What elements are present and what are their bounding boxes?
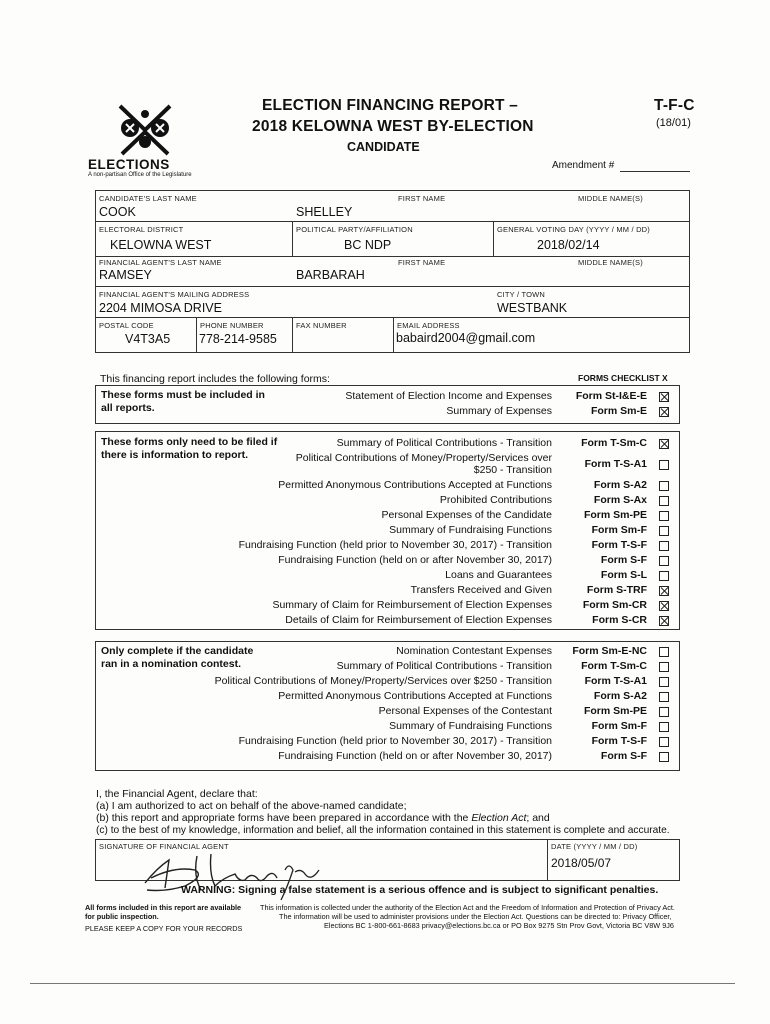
form-row-description: [200, 437, 552, 452]
form-code-label: Form T-S-A1: [584, 675, 647, 687]
form-checkbox[interactable]: [659, 647, 669, 657]
form-desc: Permitted Anonymous Contributions Accepted at Functions: [278, 479, 552, 491]
form-desc: Personal Expenses of the Candidate: [381, 509, 552, 521]
report-title-line2: 2018 KELOWNA WEST BY-ELECTION: [252, 118, 534, 135]
form-desc: Details of Claim for Reimbursement of Election Expenses: [285, 614, 552, 626]
form-row-description: [200, 539, 552, 554]
form-code-label: Form T-Sm-C: [581, 660, 647, 672]
forms-intro: This financing report includes the following forms:: [100, 373, 330, 385]
form-code: T-F-C: [654, 97, 695, 114]
form-row-description: [200, 705, 552, 720]
form-row-description: [200, 735, 552, 750]
form-desc: Fundraising Function (held on or after November 30, 2017): [278, 554, 552, 566]
form-checkbox[interactable]: [659, 460, 669, 470]
form-checkbox[interactable]: [659, 707, 669, 717]
form-code-label: Form S-Ax: [593, 494, 647, 506]
agent-city[interactable]: WESTBANK: [497, 301, 568, 315]
form-code-label: Form Sm-PE: [583, 509, 647, 521]
form-desc: Political Contributions of Money/Property/Services over: [295, 452, 552, 464]
form-desc: Personal Expenses of the Contestant: [378, 705, 552, 717]
declaration-a: (a) I am authorized to act on behalf of the above-named candidate;: [96, 800, 407, 812]
agent-middle-name-label: MIDDLE NAME(S): [578, 258, 643, 267]
form-desc: Summary of Fundraising Functions: [389, 524, 552, 536]
form-row-description: [200, 509, 552, 524]
form-checkbox[interactable]: [659, 586, 669, 596]
form-code-label: Form Sm-PE: [583, 705, 647, 717]
form-version: (18/01): [656, 117, 691, 129]
phone-label: PHONE NUMBER: [200, 321, 264, 330]
section-optional-note: These forms only need to be filed if there is information to report.: [101, 436, 278, 461]
form-checkbox[interactable]: [659, 601, 669, 611]
amendment-field[interactable]: [620, 171, 690, 172]
declaration-b: (b) this report and appropriate forms have been prepared in accordance with the Election Act; and: [96, 812, 550, 824]
org-name: ELECTIONS: [88, 157, 170, 172]
party-label: POLITICAL PARTY/AFFILIATION: [296, 225, 413, 234]
form-checkbox[interactable]: [659, 511, 669, 521]
page-bottom-rule: [30, 983, 735, 984]
form-desc: Transfers Received and Given: [410, 584, 552, 596]
form-row-description: [200, 614, 552, 629]
report-title-line1: ELECTION FINANCING REPORT –: [262, 97, 518, 114]
form-row-description: [200, 690, 552, 705]
form-code-label: Form T-S-F: [591, 735, 647, 747]
form-desc: Summary of Political Contributions - Transition: [336, 660, 552, 672]
form-code-label: Form S-L: [600, 569, 647, 581]
footer-right-1: This information is collected under the authority of the Election Act and the Freedom of Information and Protection of Privacy Act.: [260, 903, 675, 912]
form-checkbox[interactable]: [659, 692, 669, 702]
form-row-description: [200, 524, 552, 539]
signature-label: SIGNATURE OF FINANCIAL AGENT: [99, 842, 229, 851]
agent-city-label: CITY / TOWN: [497, 290, 546, 299]
form-row-description: [200, 494, 552, 509]
form-checkbox[interactable]: [659, 571, 669, 581]
candidate-last-name-label: CANDIDATE'S LAST NAME: [99, 194, 197, 203]
form-desc: Political Contributions of Money/Property/Services over $250 - Transition: [214, 675, 552, 687]
form-code-label: Form S-F: [600, 554, 647, 566]
form-code-label: Form St-I&E-E: [575, 390, 647, 402]
agent-first-name[interactable]: BARBARAH: [296, 268, 365, 282]
agent-last-name-label: FINANCIAL AGENT'S LAST NAME: [99, 258, 222, 267]
form-row-description: [200, 584, 552, 599]
section-required-note: These forms must be included in all reports.: [101, 389, 265, 414]
candidate-first-name[interactable]: SHELLEY: [296, 205, 353, 219]
form-row-description: [200, 720, 552, 735]
form-desc: Summary of Claim for Reimbursement of Election Expenses: [272, 599, 552, 611]
form-code-label: Form T-S-F: [591, 539, 647, 551]
form-checkbox[interactable]: [659, 752, 669, 762]
form-checkbox[interactable]: [659, 392, 669, 402]
form-row-description: [200, 645, 552, 660]
form-desc: Fundraising Function (held on or after November 30, 2017): [278, 750, 552, 762]
form-code-label: Form T-Sm-C: [581, 437, 647, 449]
form-checkbox[interactable]: [659, 496, 669, 506]
agent-address-label: FINANCIAL AGENT'S MAILING ADDRESS: [99, 290, 250, 299]
warning-text: WARNING: Signing a false statement is a serious offence and is subject to significant penalties.: [181, 884, 659, 896]
forms-checklist-label: FORMS CHECKLIST X: [578, 373, 668, 383]
form-checkbox[interactable]: [659, 556, 669, 566]
form-desc: Permitted Anonymous Contributions Accepted at Functions: [278, 690, 552, 702]
footer-left-1: All forms included in this report are available: [85, 903, 242, 912]
form-row-description: [200, 750, 552, 765]
date-label: DATE (YYYY / MM / DD): [551, 842, 638, 851]
section-nomination-note: Only complete if the candidate ran in a nomination contest.: [101, 645, 254, 670]
form-code-label: Form S-A2: [593, 690, 647, 702]
form-code-label: Form S-TRF: [586, 584, 647, 596]
form-code-label: Form Sm-E: [590, 405, 647, 417]
form-code-label: Form Sm-CR: [582, 599, 647, 611]
electoral-district-label: ELECTORAL DISTRICT: [99, 225, 184, 234]
candidate-last-name[interactable]: COOK: [99, 205, 136, 219]
form-code-label: Form Sm-E-NC: [572, 645, 647, 657]
form-code-label: Form S-A2: [593, 479, 647, 491]
email-label: EMAIL ADDRESS: [397, 321, 460, 330]
form-row-description: [200, 599, 552, 614]
postal-code[interactable]: V4T3A5: [125, 332, 171, 346]
candidate-first-name-label: FIRST NAME: [398, 194, 446, 203]
voting-day-label: GENERAL VOTING DAY (YYYY / MM / DD): [497, 225, 650, 234]
email[interactable]: babaird2004@gmail.com: [396, 331, 536, 345]
form-row-description: [200, 452, 552, 479]
form-desc: Fundraising Function (held prior to November 30, 2017) - Transition: [238, 539, 552, 551]
candidate-middle-name-label: MIDDLE NAME(S): [578, 194, 643, 203]
fax-label: FAX NUMBER: [296, 321, 347, 330]
voting-day[interactable]: 2018/02/14: [537, 238, 600, 252]
form-checkbox[interactable]: [659, 677, 669, 687]
form-row-description: [200, 675, 552, 690]
form-checkbox[interactable]: [659, 439, 669, 449]
declaration-c: (c) to the best of my knowledge, information and belief, all the information contained in this statement is complete and accurate.: [96, 825, 670, 836]
form-desc: Loans and Guarantees: [445, 569, 552, 581]
form-checkbox[interactable]: [659, 526, 669, 536]
org-subtitle: A non-partisan Office of the Legislature: [88, 172, 192, 178]
form-desc: Nomination Contestant Expenses: [396, 645, 552, 657]
form-checkbox[interactable]: [659, 722, 669, 732]
form-desc: Summary of Expenses: [446, 405, 552, 417]
form-desc: Fundraising Function (held prior to November 30, 2017) - Transition: [238, 735, 552, 747]
form-desc: Statement of Election Income and Expenses: [345, 390, 552, 402]
footer-left-3: PLEASE KEEP A COPY FOR YOUR RECORDS: [85, 924, 243, 933]
form-checkbox[interactable]: [659, 737, 669, 747]
footer-left-2: for public inspection.: [85, 912, 159, 921]
form-code-label: Form Sm-F: [591, 720, 647, 732]
form-desc: Prohibited Contributions: [439, 494, 552, 506]
form-checkbox[interactable]: [659, 481, 669, 491]
form-code-label: Form T-S-A1: [584, 458, 647, 470]
report-title-line3: CANDIDATE: [347, 140, 420, 154]
footer-right-3: Elections BC 1-800-661-8683 privacy@elections.bc.ca or PO Box 9275 Stn Prov Govt, Victoria BC V8W 9J6: [324, 921, 674, 930]
phone[interactable]: 778-214-9585: [199, 332, 277, 346]
form-code-label: Form S-CR: [592, 614, 647, 626]
form-row-description: [200, 479, 552, 494]
declaration-intro: I, the Financial Agent, declare that:: [96, 788, 258, 800]
form-row-description: [200, 390, 552, 405]
form-checkbox[interactable]: [659, 541, 669, 551]
form-row-description: [200, 405, 552, 420]
form-code-label: Form Sm-F: [591, 524, 647, 536]
party[interactable]: BC NDP: [344, 238, 392, 252]
form-checkbox[interactable]: [659, 407, 669, 417]
form-desc: Summary of Political Contributions - Transition: [336, 437, 552, 449]
amendment-label: Amendment #: [552, 160, 615, 171]
agent-address[interactable]: 2204 MIMOSA DRIVE: [99, 301, 222, 315]
form-desc-cont: $250 - Transition: [473, 464, 552, 476]
form-row-description: [200, 569, 552, 584]
form-desc: Summary of Fundraising Functions: [389, 720, 552, 732]
agent-last-name[interactable]: RAMSEY: [99, 268, 152, 282]
electoral-district[interactable]: KELOWNA WEST: [110, 238, 212, 252]
form-row-description: [200, 660, 552, 675]
footer-right-2: The information will be used to administer provisions under the Election Act. Questions can be directed to: Privacy Officer,: [279, 912, 672, 921]
form-row-description: [200, 554, 552, 569]
postal-code-label: POSTAL CODE: [99, 321, 154, 330]
agent-first-name-label: FIRST NAME: [398, 258, 446, 267]
declaration-date[interactable]: 2018/05/07: [551, 856, 612, 870]
elections-bc-logo-icon: [112, 100, 178, 158]
form-checkbox[interactable]: [659, 662, 669, 672]
form-code-label: Form S-F: [600, 750, 647, 762]
form-checkbox[interactable]: [659, 616, 669, 626]
